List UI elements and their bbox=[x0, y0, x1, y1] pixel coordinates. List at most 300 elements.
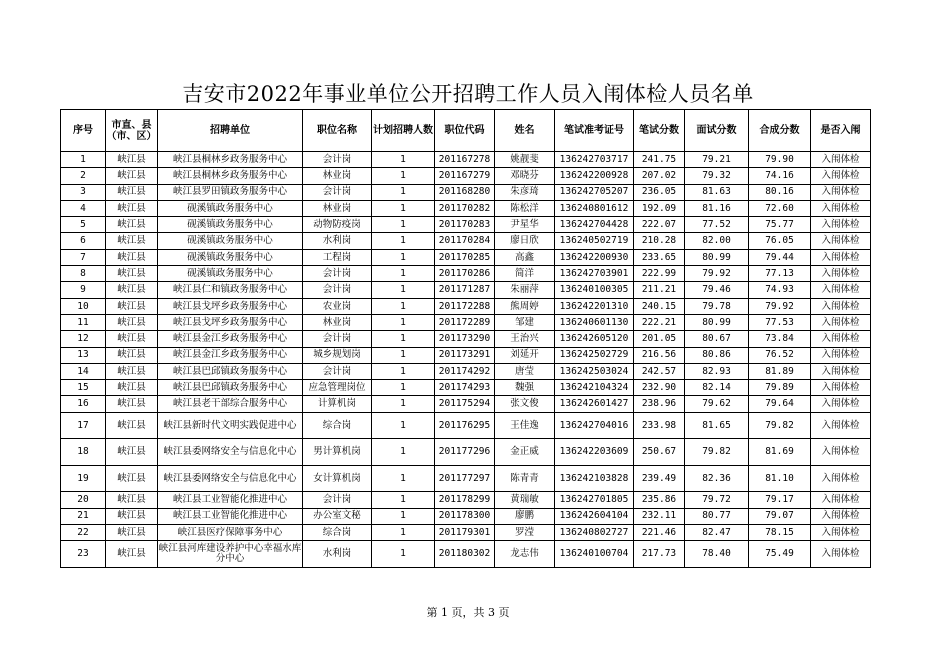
cell-code: 201170285 bbox=[435, 249, 495, 265]
table-row bbox=[61, 439, 871, 466]
cell-exam-id: 136240100704 bbox=[555, 541, 634, 568]
page-footer: 第 1 页，共 3 页 bbox=[426, 606, 510, 619]
cell-unit: 峡江县工业智能化推进中心 bbox=[158, 508, 303, 524]
cell-total-score: 79.44 bbox=[749, 249, 811, 265]
col-header-unit: 招聘单位 bbox=[158, 110, 303, 152]
cell-interview-score: 82.47 bbox=[685, 524, 749, 540]
table-row bbox=[61, 314, 871, 330]
cell-code: 201174292 bbox=[435, 363, 495, 379]
cell-status: 入闱体检 bbox=[811, 396, 871, 412]
cell-unit: 峡江县桐林乡政务服务中心 bbox=[158, 168, 303, 184]
cell-index: 10 bbox=[61, 298, 106, 314]
cell-code: 201170284 bbox=[435, 233, 495, 249]
cell-written-score: 222.21 bbox=[634, 314, 685, 330]
cell-name: 邓晓芬 bbox=[495, 168, 555, 184]
table-row bbox=[61, 508, 871, 524]
cell-code: 201179301 bbox=[435, 524, 495, 540]
cell-region: 峡江县 bbox=[106, 184, 158, 200]
cell-written-score: 201.05 bbox=[634, 331, 685, 347]
cell-total-score: 78.15 bbox=[749, 524, 811, 540]
cell-exam-id: 136240100305 bbox=[555, 282, 634, 298]
table-row bbox=[61, 152, 871, 168]
cell-interview-score: 80.77 bbox=[685, 508, 749, 524]
cell-status: 入闱体检 bbox=[811, 363, 871, 379]
cell-status: 入闱体检 bbox=[811, 380, 871, 396]
cell-code: 201177297 bbox=[435, 465, 495, 492]
cell-written-score: 233.98 bbox=[634, 412, 685, 439]
cell-position: 会计岗 bbox=[303, 282, 372, 298]
col-header-status: 是否入闱 bbox=[811, 110, 871, 152]
table-row bbox=[61, 266, 871, 282]
cell-region: 峡江县 bbox=[106, 314, 158, 330]
cell-total-score: 72.60 bbox=[749, 200, 811, 216]
cell-unit: 峡江县金江乡政务服务中心 bbox=[158, 347, 303, 363]
table-row bbox=[61, 217, 871, 233]
cell-position: 工程岗 bbox=[303, 249, 372, 265]
cell-total-score: 81.69 bbox=[749, 439, 811, 466]
cell-written-score: 236.05 bbox=[634, 184, 685, 200]
cell-position: 动物防疫岗 bbox=[303, 217, 372, 233]
cell-index: 15 bbox=[61, 380, 106, 396]
cell-position: 计算机岗 bbox=[303, 396, 372, 412]
cell-region: 峡江县 bbox=[106, 217, 158, 233]
cell-exam-id: 136242200930 bbox=[555, 249, 634, 265]
cell-written-score: 242.57 bbox=[634, 363, 685, 379]
cell-unit: 峡江县委网络安全与信息化中心 bbox=[158, 465, 303, 492]
cell-quota: 1 bbox=[372, 233, 435, 249]
cell-region: 峡江县 bbox=[106, 282, 158, 298]
cell-written-score: 238.96 bbox=[634, 396, 685, 412]
cell-index: 23 bbox=[61, 541, 106, 568]
table-row bbox=[61, 331, 871, 347]
cell-region: 峡江县 bbox=[106, 396, 158, 412]
cell-name: 尹星华 bbox=[495, 217, 555, 233]
cell-written-score: 232.11 bbox=[634, 508, 685, 524]
cell-index: 14 bbox=[61, 363, 106, 379]
cell-total-score: 75.77 bbox=[749, 217, 811, 233]
cell-status: 入闱体检 bbox=[811, 524, 871, 540]
cell-name: 高鑫 bbox=[495, 249, 555, 265]
cell-name: 龙志伟 bbox=[495, 541, 555, 568]
table-row bbox=[61, 396, 871, 412]
cell-written-score: 221.46 bbox=[634, 524, 685, 540]
cell-name: 刘延开 bbox=[495, 347, 555, 363]
cell-name: 罗滢 bbox=[495, 524, 555, 540]
cell-written-score: 210.28 bbox=[634, 233, 685, 249]
cell-written-score: 235.86 bbox=[634, 492, 685, 508]
cell-region: 峡江县 bbox=[106, 233, 158, 249]
table-row bbox=[61, 524, 871, 540]
cell-quota: 1 bbox=[372, 465, 435, 492]
cell-status: 入闱体检 bbox=[811, 465, 871, 492]
cell-unit: 峡江县巴邱镇政务服务中心 bbox=[158, 380, 303, 396]
cell-index: 5 bbox=[61, 217, 106, 233]
cell-index: 18 bbox=[61, 439, 106, 466]
cell-unit: 峡江县老干部综合服务中心 bbox=[158, 396, 303, 412]
cell-region: 峡江县 bbox=[106, 465, 158, 492]
cell-status: 入闱体检 bbox=[811, 541, 871, 568]
cell-interview-score: 78.40 bbox=[685, 541, 749, 568]
cell-exam-id: 136242203609 bbox=[555, 439, 634, 466]
cell-position: 综合岗 bbox=[303, 524, 372, 540]
cell-exam-id: 136242703901 bbox=[555, 266, 634, 282]
cell-exam-id: 136242103828 bbox=[555, 465, 634, 492]
cell-code: 201175294 bbox=[435, 396, 495, 412]
cell-status: 入闱体检 bbox=[811, 200, 871, 216]
cell-unit: 砚溪镇政务服务中心 bbox=[158, 266, 303, 282]
cell-code: 201173290 bbox=[435, 331, 495, 347]
cell-exam-id: 136240601130 bbox=[555, 314, 634, 330]
cell-position: 会计岗 bbox=[303, 363, 372, 379]
cell-interview-score: 79.62 bbox=[685, 396, 749, 412]
cell-exam-id: 136240502719 bbox=[555, 233, 634, 249]
cell-written-score: 216.56 bbox=[634, 347, 685, 363]
cell-interview-score: 79.72 bbox=[685, 492, 749, 508]
cell-region: 峡江县 bbox=[106, 439, 158, 466]
candidate-table bbox=[60, 109, 871, 568]
cell-unit: 峡江县巴邱镇政务服务中心 bbox=[158, 363, 303, 379]
cell-position: 综合岗 bbox=[303, 412, 372, 439]
cell-status: 入闱体检 bbox=[811, 168, 871, 184]
cell-index: 21 bbox=[61, 508, 106, 524]
cell-region: 峡江县 bbox=[106, 380, 158, 396]
cell-quota: 1 bbox=[372, 492, 435, 508]
cell-region: 峡江县 bbox=[106, 347, 158, 363]
cell-quota: 1 bbox=[372, 266, 435, 282]
cell-total-score: 79.89 bbox=[749, 380, 811, 396]
cell-status: 入闱体检 bbox=[811, 184, 871, 200]
table-row bbox=[61, 363, 871, 379]
cell-written-score: 222.99 bbox=[634, 266, 685, 282]
document-title: 吉安市2022年事业单位公开招聘工作人员入闱体检人员名单 bbox=[182, 82, 754, 106]
cell-name: 熊周婷 bbox=[495, 298, 555, 314]
cell-quota: 1 bbox=[372, 524, 435, 540]
cell-quota: 1 bbox=[372, 508, 435, 524]
cell-code: 201180302 bbox=[435, 541, 495, 568]
cell-index: 1 bbox=[61, 152, 106, 168]
cell-quota: 1 bbox=[372, 200, 435, 216]
table-row bbox=[61, 298, 871, 314]
cell-code: 201177296 bbox=[435, 439, 495, 466]
cell-total-score: 80.16 bbox=[749, 184, 811, 200]
cell-status: 入闱体检 bbox=[811, 152, 871, 168]
cell-status: 入闱体检 bbox=[811, 331, 871, 347]
cell-quota: 1 bbox=[372, 217, 435, 233]
cell-interview-score: 82.14 bbox=[685, 380, 749, 396]
cell-interview-score: 81.16 bbox=[685, 200, 749, 216]
cell-status: 入闱体检 bbox=[811, 217, 871, 233]
cell-name: 王治兴 bbox=[495, 331, 555, 347]
cell-status: 入闱体检 bbox=[811, 508, 871, 524]
table-row bbox=[61, 282, 871, 298]
cell-index: 11 bbox=[61, 314, 106, 330]
cell-interview-score: 79.46 bbox=[685, 282, 749, 298]
cell-written-score: 222.07 bbox=[634, 217, 685, 233]
cell-index: 9 bbox=[61, 282, 106, 298]
cell-position: 水利岗 bbox=[303, 233, 372, 249]
cell-region: 峡江县 bbox=[106, 412, 158, 439]
cell-written-score: 207.02 bbox=[634, 168, 685, 184]
cell-total-score: 74.93 bbox=[749, 282, 811, 298]
cell-unit: 砚溪镇政务服务中心 bbox=[158, 217, 303, 233]
cell-total-score: 81.89 bbox=[749, 363, 811, 379]
cell-unit: 峡江县戈坪乡政务服务中心 bbox=[158, 314, 303, 330]
cell-total-score: 76.05 bbox=[749, 233, 811, 249]
cell-position: 应急管理岗位 bbox=[303, 380, 372, 396]
cell-position: 会计岗 bbox=[303, 152, 372, 168]
cell-code: 201173291 bbox=[435, 347, 495, 363]
cell-unit: 峡江县河库建设养护中心幸福水库分中心 bbox=[158, 541, 303, 568]
cell-position: 男计算机岗 bbox=[303, 439, 372, 466]
cell-position: 林业岗 bbox=[303, 314, 372, 330]
cell-name: 简洋 bbox=[495, 266, 555, 282]
cell-quota: 1 bbox=[372, 249, 435, 265]
col-header-total: 合成分数 bbox=[749, 110, 811, 152]
cell-code: 201174293 bbox=[435, 380, 495, 396]
cell-unit: 峡江县仁和镇政务服务中心 bbox=[158, 282, 303, 298]
cell-name: 姚靓斐 bbox=[495, 152, 555, 168]
cell-quota: 1 bbox=[372, 363, 435, 379]
cell-exam-id: 136242704016 bbox=[555, 412, 634, 439]
cell-code: 201178300 bbox=[435, 508, 495, 524]
col-header-index: 序号 bbox=[61, 110, 106, 152]
cell-unit: 峡江县新时代文明实践促进中心 bbox=[158, 412, 303, 439]
cell-position: 会计岗 bbox=[303, 492, 372, 508]
cell-index: 2 bbox=[61, 168, 106, 184]
table-row bbox=[61, 249, 871, 265]
cell-total-score: 79.90 bbox=[749, 152, 811, 168]
table-row bbox=[61, 184, 871, 200]
cell-exam-id: 136240802727 bbox=[555, 524, 634, 540]
cell-written-score: 192.09 bbox=[634, 200, 685, 216]
cell-total-score: 77.53 bbox=[749, 314, 811, 330]
cell-exam-id: 136242503024 bbox=[555, 363, 634, 379]
cell-interview-score: 80.99 bbox=[685, 314, 749, 330]
cell-exam-id: 136242502729 bbox=[555, 347, 634, 363]
table-row bbox=[61, 168, 871, 184]
cell-interview-score: 81.65 bbox=[685, 412, 749, 439]
cell-quota: 1 bbox=[372, 412, 435, 439]
cell-unit: 峡江县工业智能化推进中心 bbox=[158, 492, 303, 508]
cell-interview-score: 82.93 bbox=[685, 363, 749, 379]
cell-unit: 峡江县桐林乡政务服务中心 bbox=[158, 152, 303, 168]
cell-status: 入闱体检 bbox=[811, 439, 871, 466]
cell-status: 入闱体检 bbox=[811, 314, 871, 330]
cell-total-score: 75.49 bbox=[749, 541, 811, 568]
cell-status: 入闱体检 bbox=[811, 233, 871, 249]
cell-written-score: 233.65 bbox=[634, 249, 685, 265]
cell-region: 峡江县 bbox=[106, 331, 158, 347]
cell-total-score: 79.64 bbox=[749, 396, 811, 412]
cell-region: 峡江县 bbox=[106, 492, 158, 508]
cell-interview-score: 79.32 bbox=[685, 168, 749, 184]
cell-exam-id: 136242104324 bbox=[555, 380, 634, 396]
cell-name: 唐莹 bbox=[495, 363, 555, 379]
cell-unit: 峡江县医疗保障事务中心 bbox=[158, 524, 303, 540]
cell-quota: 1 bbox=[372, 184, 435, 200]
cell-region: 峡江县 bbox=[106, 249, 158, 265]
cell-position: 农业岗 bbox=[303, 298, 372, 314]
cell-exam-id: 136240801612 bbox=[555, 200, 634, 216]
cell-quota: 1 bbox=[372, 298, 435, 314]
col-header-name: 姓名 bbox=[495, 110, 555, 152]
cell-exam-id: 136242703717 bbox=[555, 152, 634, 168]
table-row bbox=[61, 412, 871, 439]
cell-interview-score: 81.63 bbox=[685, 184, 749, 200]
cell-interview-score: 82.36 bbox=[685, 465, 749, 492]
cell-written-score: 239.49 bbox=[634, 465, 685, 492]
cell-total-score: 79.82 bbox=[749, 412, 811, 439]
cell-position: 林业岗 bbox=[303, 200, 372, 216]
cell-index: 16 bbox=[61, 396, 106, 412]
cell-region: 峡江县 bbox=[106, 524, 158, 540]
cell-written-score: 240.15 bbox=[634, 298, 685, 314]
col-header-region: 市直、县（市、区） bbox=[106, 110, 158, 152]
cell-quota: 1 bbox=[372, 347, 435, 363]
cell-quota: 1 bbox=[372, 331, 435, 347]
cell-quota: 1 bbox=[372, 282, 435, 298]
cell-quota: 1 bbox=[372, 314, 435, 330]
cell-name: 朱彦琦 bbox=[495, 184, 555, 200]
cell-written-score: 232.90 bbox=[634, 380, 685, 396]
table-header-row bbox=[61, 110, 871, 152]
cell-name: 金正威 bbox=[495, 439, 555, 466]
table-row bbox=[61, 347, 871, 363]
cell-region: 峡江县 bbox=[106, 200, 158, 216]
table-row bbox=[61, 380, 871, 396]
cell-interview-score: 80.99 bbox=[685, 249, 749, 265]
cell-unit: 砚溪镇政务服务中心 bbox=[158, 200, 303, 216]
col-header-code: 职位代码 bbox=[435, 110, 495, 152]
cell-index: 20 bbox=[61, 492, 106, 508]
cell-interview-score: 79.92 bbox=[685, 266, 749, 282]
cell-region: 峡江县 bbox=[106, 363, 158, 379]
cell-interview-score: 77.52 bbox=[685, 217, 749, 233]
table-row bbox=[61, 541, 871, 568]
cell-interview-score: 80.86 bbox=[685, 347, 749, 363]
cell-unit: 砚溪镇政务服务中心 bbox=[158, 249, 303, 265]
cell-total-score: 81.10 bbox=[749, 465, 811, 492]
cell-code: 201170286 bbox=[435, 266, 495, 282]
cell-name: 陈青青 bbox=[495, 465, 555, 492]
cell-position: 会计岗 bbox=[303, 266, 372, 282]
cell-code: 201178299 bbox=[435, 492, 495, 508]
cell-index: 8 bbox=[61, 266, 106, 282]
cell-quota: 1 bbox=[372, 439, 435, 466]
cell-status: 入闱体检 bbox=[811, 347, 871, 363]
cell-status: 入闱体检 bbox=[811, 298, 871, 314]
col-header-interview: 面试分数 bbox=[685, 110, 749, 152]
table-body bbox=[61, 152, 871, 568]
cell-written-score: 211.21 bbox=[634, 282, 685, 298]
cell-code: 201170283 bbox=[435, 217, 495, 233]
cell-unit: 峡江县金江乡政务服务中心 bbox=[158, 331, 303, 347]
cell-total-score: 79.92 bbox=[749, 298, 811, 314]
col-header-quota: 计划招聘人数 bbox=[372, 110, 435, 152]
cell-code: 201167279 bbox=[435, 168, 495, 184]
table-row bbox=[61, 465, 871, 492]
cell-region: 峡江县 bbox=[106, 168, 158, 184]
cell-status: 入闱体检 bbox=[811, 412, 871, 439]
cell-interview-score: 79.78 bbox=[685, 298, 749, 314]
cell-total-score: 77.13 bbox=[749, 266, 811, 282]
cell-quota: 1 bbox=[372, 380, 435, 396]
cell-status: 入闱体检 bbox=[811, 249, 871, 265]
cell-code: 201167278 bbox=[435, 152, 495, 168]
col-header-written: 笔试分数 bbox=[634, 110, 685, 152]
cell-exam-id: 136242604104 bbox=[555, 508, 634, 524]
cell-status: 入闱体检 bbox=[811, 282, 871, 298]
cell-name: 王佳逸 bbox=[495, 412, 555, 439]
cell-index: 3 bbox=[61, 184, 106, 200]
cell-name: 廖日欣 bbox=[495, 233, 555, 249]
cell-name: 朱丽萍 bbox=[495, 282, 555, 298]
cell-code: 201170282 bbox=[435, 200, 495, 216]
cell-position: 会计岗 bbox=[303, 331, 372, 347]
cell-interview-score: 79.21 bbox=[685, 152, 749, 168]
cell-position: 水利岗 bbox=[303, 541, 372, 568]
cell-position: 城乡规划岗 bbox=[303, 347, 372, 363]
cell-index: 4 bbox=[61, 200, 106, 216]
cell-index: 7 bbox=[61, 249, 106, 265]
cell-code: 201176295 bbox=[435, 412, 495, 439]
cell-position: 会计岗 bbox=[303, 184, 372, 200]
cell-unit: 峡江县委网络安全与信息化中心 bbox=[158, 439, 303, 466]
cell-index: 17 bbox=[61, 412, 106, 439]
cell-name: 陈松洋 bbox=[495, 200, 555, 216]
cell-quota: 1 bbox=[372, 541, 435, 568]
cell-exam-id: 136242601427 bbox=[555, 396, 634, 412]
cell-written-score: 241.75 bbox=[634, 152, 685, 168]
cell-name: 黄瑞敏 bbox=[495, 492, 555, 508]
cell-index: 6 bbox=[61, 233, 106, 249]
table-row bbox=[61, 492, 871, 508]
cell-written-score: 250.67 bbox=[634, 439, 685, 466]
cell-exam-id: 136242704428 bbox=[555, 217, 634, 233]
cell-name: 邹建 bbox=[495, 314, 555, 330]
cell-index: 22 bbox=[61, 524, 106, 540]
cell-index: 19 bbox=[61, 465, 106, 492]
cell-total-score: 76.52 bbox=[749, 347, 811, 363]
cell-name: 魏强 bbox=[495, 380, 555, 396]
cell-exam-id: 136242200928 bbox=[555, 168, 634, 184]
cell-name: 张文俊 bbox=[495, 396, 555, 412]
cell-status: 入闱体检 bbox=[811, 266, 871, 282]
cell-interview-score: 80.67 bbox=[685, 331, 749, 347]
cell-quota: 1 bbox=[372, 168, 435, 184]
cell-unit: 峡江县罗田镇政务服务中心 bbox=[158, 184, 303, 200]
cell-total-score: 79.07 bbox=[749, 508, 811, 524]
cell-region: 峡江县 bbox=[106, 541, 158, 568]
cell-quota: 1 bbox=[372, 152, 435, 168]
cell-status: 入闱体检 bbox=[811, 492, 871, 508]
cell-position: 林业岗 bbox=[303, 168, 372, 184]
cell-exam-id: 136242605120 bbox=[555, 331, 634, 347]
table-row bbox=[61, 200, 871, 216]
cell-total-score: 79.17 bbox=[749, 492, 811, 508]
cell-interview-score: 82.00 bbox=[685, 233, 749, 249]
col-header-exam-id: 笔试准考证号 bbox=[555, 110, 634, 152]
cell-region: 峡江县 bbox=[106, 152, 158, 168]
cell-total-score: 74.16 bbox=[749, 168, 811, 184]
cell-exam-id: 136242201310 bbox=[555, 298, 634, 314]
cell-index: 13 bbox=[61, 347, 106, 363]
cell-code: 201172289 bbox=[435, 314, 495, 330]
table-row bbox=[61, 233, 871, 249]
cell-code: 201171287 bbox=[435, 282, 495, 298]
cell-exam-id: 136242701805 bbox=[555, 492, 634, 508]
cell-total-score: 73.84 bbox=[749, 331, 811, 347]
